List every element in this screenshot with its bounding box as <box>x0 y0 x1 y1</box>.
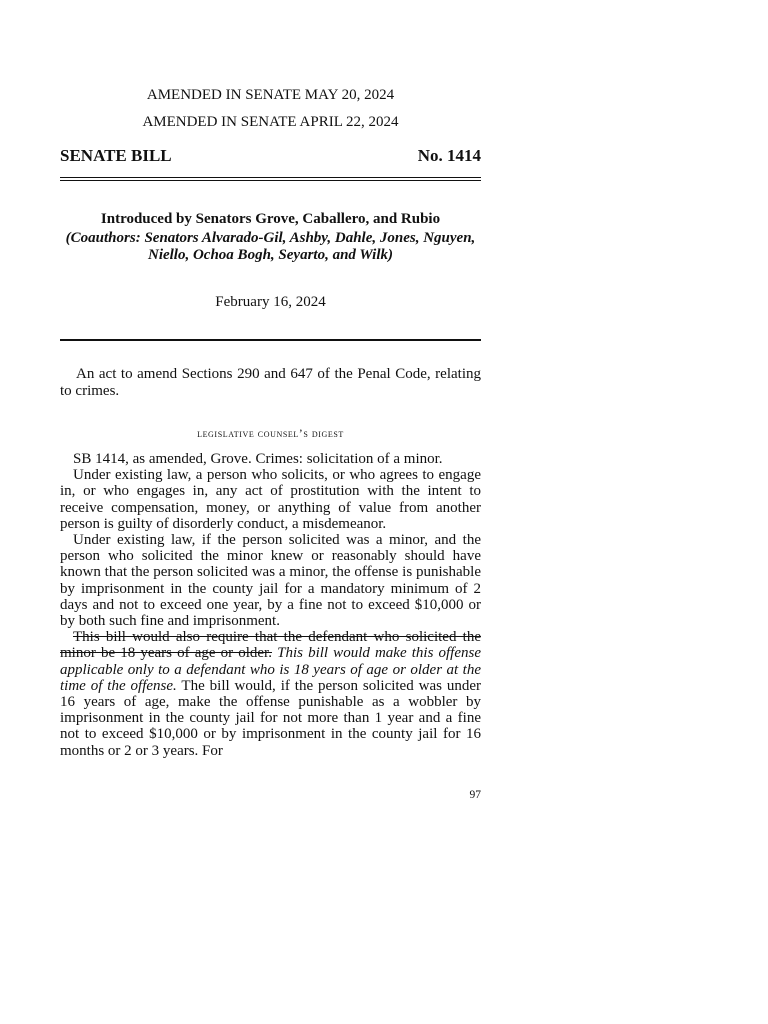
header-double-rule <box>60 177 481 181</box>
digest-body <box>60 451 481 759</box>
bill-number: No. 1414 <box>417 146 481 165</box>
bill-header <box>60 146 481 166</box>
digest-summary: SB 1414, as amended, Grove. Crimes: solicitation of a minor. <box>73 451 443 467</box>
act-description: An act to amend Sections 290 and 647 of the Penal Code, relating to crimes. <box>60 366 481 399</box>
introduced-by: Introduced by Senators Grove, Caballero, and Rubio <box>100 211 441 227</box>
inserted-text: This bill would make this offense applicable only to a defendant who is 18 years of age or older at the time of the offense. <box>60 645 482 694</box>
amendment-line-1: AMENDED IN SENATE MAY 20, 2024 <box>146 87 395 103</box>
page-number: 97 <box>469 789 481 801</box>
bill-type: SENATE BILL <box>60 146 172 165</box>
section-rule <box>60 339 481 341</box>
introduction-date: February 16, 2024 <box>215 294 326 310</box>
amendment-line-2: AMENDED IN SENATE APRIL 22, 2024 <box>142 114 399 130</box>
digest-paragraph-1: Under existing law, a person who solicits, or who agrees to engage in, or who engages in, any act of prostitution with the intent to receive compensation, money, or anything of value from another person is guilty of disorderly conduct, a misdemeanor. <box>60 467 481 532</box>
struck-text: This bill would also require that the defendant who solicited the minor be 18 years of age or older. <box>60 629 481 662</box>
paragraph-3-text: The bill would, if the person solicited was under 16 years of age, make the offense punishable as a wobbler by imprisonment in the county jail for not more than 1 year and a fine not to exceed $10,000 or by imprisonment in the county jail for 16 months or 2 or 3 years. For <box>60 677 482 759</box>
coauthors: (Coauthors: Senators Alvarado-Gil, Ashby, Dahle, Jones, Nguyen, Niello, Ochoa Bogh, Seyarto, and Wilk) <box>65 230 476 263</box>
digest-paragraph-3 <box>60 629 481 759</box>
digest-paragraph-2: Under existing law, if the person solicited was a minor, and the person who solicited the minor knew or reasonably should have known that the person solicited was a minor, the offense is punishable by imprisonment in the county jail for a mandatory minimum of 2 days and not to exceed one year, by a fine not to exceed $10,000 or by both such fine and imprisonment. <box>60 532 481 630</box>
digest-heading: legislative counsel’s digest <box>197 428 344 440</box>
